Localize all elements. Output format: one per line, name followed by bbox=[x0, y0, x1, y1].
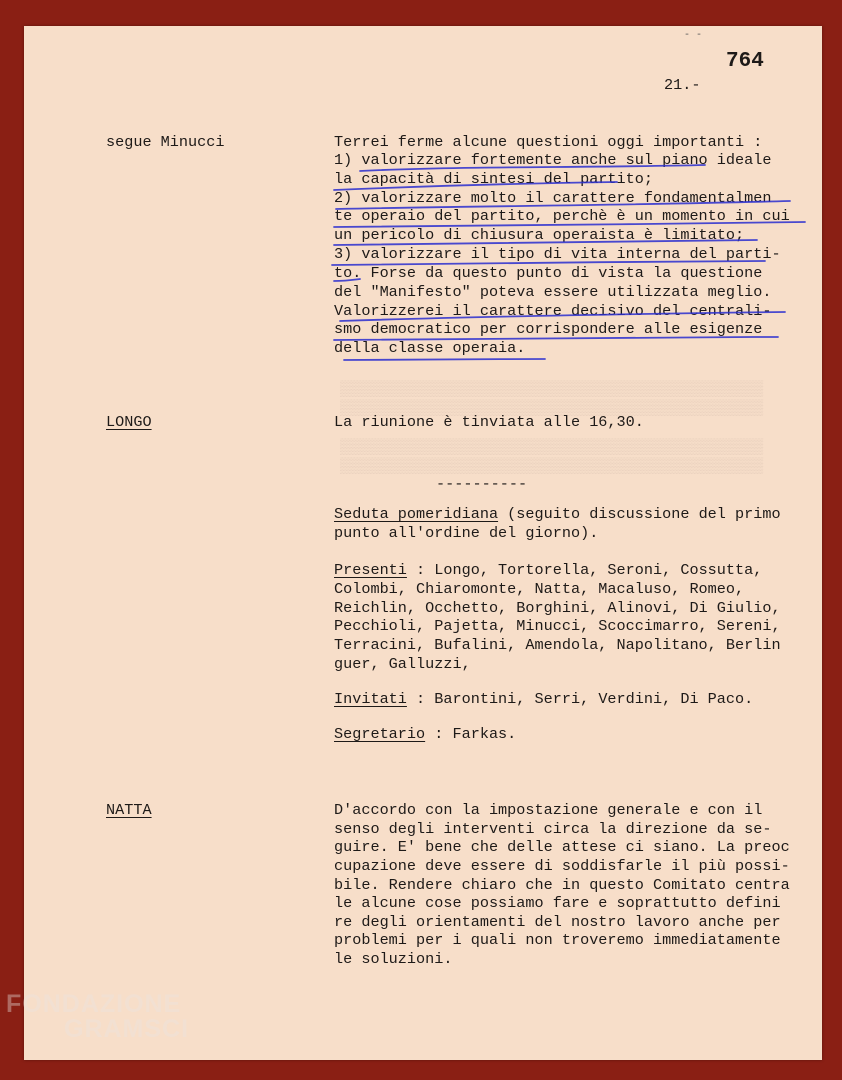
invitati-text: : Barontini, Serri, Verdini, Di Paco. bbox=[406, 690, 754, 708]
text-line: del "Manifesto" poteva essere utilizzata meglio. bbox=[334, 283, 772, 301]
session-line-1 bbox=[334, 505, 781, 524]
session-line-2: punto all'ordine del giorno). bbox=[334, 524, 599, 542]
text-line: Terrei ferme alcune questioni oggi importanti : bbox=[334, 133, 763, 151]
presenti-line: guer, Galluzzi, bbox=[334, 655, 471, 673]
presenti-line: Reichlin, Occhetto, Borghini, Alinovi, Di Giulio, bbox=[334, 599, 781, 617]
text-line: te operaio del partito, perchè è un momento in cui bbox=[334, 207, 790, 225]
text-line: problemi per i quali non troveremo immediatamente bbox=[334, 931, 781, 949]
text-line: le soluzioni. bbox=[334, 950, 453, 968]
presenti-text: : Longo, Tortorella, Seroni, Cossutta, bbox=[406, 561, 763, 579]
presenti-label: Presenti bbox=[334, 561, 407, 579]
presenti-line: Terracini, Bufalini, Amendola, Napolitano, Berlin bbox=[334, 636, 781, 654]
text-line: to. Forse da questo punto di vista la questione bbox=[334, 264, 763, 282]
text-line: smo democratico per corrispondere alle esigenze bbox=[334, 320, 763, 338]
text-line: le alcune cose possiamo fare e soprattutto defini bbox=[334, 894, 781, 912]
presenti-line: Colombi, Chiaromonte, Natta, Macaluso, Romeo, bbox=[334, 580, 745, 598]
text-line: 3) valorizzare il tipo di vita interna del parti- bbox=[334, 245, 781, 263]
invitati-line bbox=[334, 690, 753, 709]
invitati-label: Invitati bbox=[334, 690, 407, 708]
text-line: 2) valorizzare molto il carattere fondamentalmen bbox=[334, 189, 772, 207]
top-mark: - - bbox=[684, 30, 703, 41]
text-line: Valorizzerei il carattere decisivo del centrali- bbox=[334, 302, 772, 320]
watermark-line-1: FONDAZIONE bbox=[6, 990, 182, 1018]
bleed-through-text: ▒▒▒▒▒▒▒▒▒▒▒▒▒▒▒▒▒▒▒▒▒▒▒▒▒▒▒▒▒▒▒▒▒▒▒▒▒▒▒▒▒▒▒▒▒▒▒ ▒▒▒▒▒▒▒▒▒▒▒▒▒▒▒▒▒▒▒▒▒▒▒▒▒▒▒▒▒▒▒▒▒▒▒▒▒▒▒▒▒▒▒▒▒▒▒ ▒▒▒▒▒▒▒▒▒▒▒▒▒▒▒▒▒▒▒▒▒▒▒▒▒▒▒▒▒▒▒▒▒▒▒▒▒▒▒▒▒▒▒▒▒▒▒ ▒▒▒▒▒▒▒▒▒▒▒▒▒▒▒▒▒▒▒▒▒▒▒▒▒▒▒▒▒▒▒▒▒▒▒▒▒▒▒▒▒▒▒▒▒▒▒ bbox=[340, 381, 764, 475]
longo-text: La riunione è tinviata alle 16,30. bbox=[334, 413, 644, 431]
text-line: bile. Rendere chiaro che in questo Comitato centra bbox=[334, 876, 790, 894]
text-line: la capacità di sintesi del partito; bbox=[334, 170, 653, 188]
speaker-natta: NATTA bbox=[106, 801, 152, 819]
text-line: della classe operaia. bbox=[334, 339, 526, 357]
text-line: senso degli interventi circa la direzione da se- bbox=[334, 820, 772, 838]
speaker-minucci: segue Minucci bbox=[106, 133, 225, 151]
separator-line: ---------- bbox=[436, 475, 528, 493]
session-text: (seguito discussione del primo bbox=[498, 505, 781, 523]
watermark-line-2: GRAMSCI bbox=[64, 1015, 190, 1043]
speaker-longo: LONGO bbox=[106, 413, 152, 431]
text-line: re degli orientamenti del nostro lavoro anche per bbox=[334, 913, 781, 931]
text-line: guire. E' bene che delle attese ci siano. La preoc bbox=[334, 838, 790, 856]
segretario-line bbox=[334, 725, 516, 744]
presenti-line-1 bbox=[334, 561, 762, 580]
segretario-text: : Farkas. bbox=[425, 725, 517, 743]
text-line: cupazione deve essere di soddisfarle il più possi- bbox=[334, 857, 790, 875]
text-line: D'accordo con la impostazione generale e con il bbox=[334, 801, 763, 819]
text-line: 1) valorizzare fortemente anche sul piano ideale bbox=[334, 151, 772, 169]
page-number: 764 bbox=[726, 50, 764, 73]
segretario-label: Segretario bbox=[334, 725, 426, 743]
text-line: un pericolo di chiusura operaista è limitato; bbox=[334, 226, 745, 244]
watermark-logo bbox=[6, 990, 189, 1044]
session-label: Seduta pomeridiana bbox=[334, 505, 499, 523]
presenti-line: Pecchioli, Pajetta, Minucci, Scoccimarro, Sereni, bbox=[334, 617, 781, 635]
sequence-number: 21.- bbox=[664, 76, 701, 94]
